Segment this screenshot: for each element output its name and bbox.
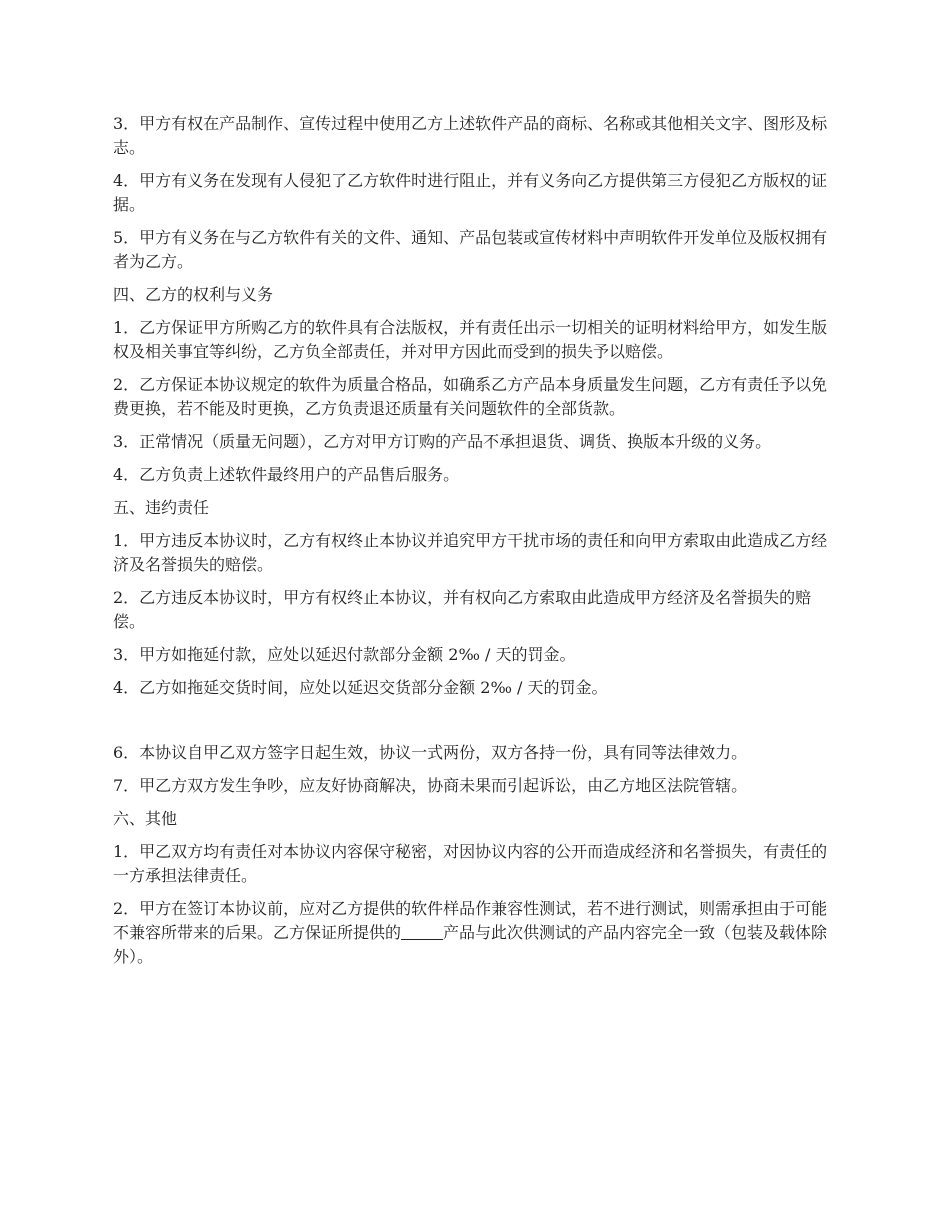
para-c3: 3．甲方如拖延付款，应处以延迟付款部分金额 2‰ / 天的罚金。 — [113, 645, 576, 664]
para-a4: 4．甲方有义务在发现有人侵犯了乙方软件时进行阻止，并有义务向乙方提供第三方侵犯乙方版权的证据。 — [113, 171, 828, 214]
para-c7: 7．甲乙方双方发生争吵，应友好协商解决，协商未果而引起诉讼，由乙方地区法院管辖。 — [113, 776, 748, 795]
section-heading-5: 五、违约责任 — [113, 498, 210, 517]
para-a3: 3．甲方有权在产品制作、宣传过程中使用乙方上述软件产品的商标、名称或其他相关文字、图形及标志。 — [113, 114, 828, 157]
blank-gap — [113, 709, 833, 741]
para-b4: 4．乙方负责上述软件最终用户的产品售后服务。 — [113, 465, 460, 484]
para-c4: 4．乙方如拖延交货时间，应处以延迟交货部分金额 2‰ / 天的罚金。 — [113, 678, 608, 697]
fill-in-blank — [401, 923, 443, 940]
para-b3: 3．正常情况（质量无问题），乙方对甲方订购的产品不承担退货、调货、换版本升级的义务。 — [113, 432, 772, 451]
para-text-after-blank: 产品与此次供测试的产品内容完全一致（包装及载体除外）。 — [113, 923, 828, 966]
para-b2: 2．乙方保证本协议规定的软件为质量合格品，如确系乙方产品本身质量发生问题，乙方有责任予以免费更换，若不能及时更换，乙方负责退还质量有关问题软件的全部货款。 — [113, 375, 828, 418]
para-d1: 1．甲乙双方均有责任对本协议内容保守秘密，对因协议内容的公开而造成经济和名誉损失，有责任的一方承担法律责任。 — [113, 842, 828, 885]
para-c1: 1．甲方违反本协议时，乙方有权终止本协议并追究甲方干扰市场的责任和向甲方索取由此造成乙方经济及名誉损失的赔偿。 — [113, 531, 828, 574]
para-c2: 2．乙方违反本协议时，甲方有权终止本协议，并有权向乙方索取由此造成甲方经济及名誉损失的赔偿。 — [113, 588, 812, 631]
section-heading-6: 六、其他 — [113, 809, 178, 828]
para-a5: 5．甲方有义务在与乙方软件有关的文件、通知、产品包装或宣传材料中声明软件开发单位及版权拥有者为乙方。 — [113, 228, 828, 271]
para-d2 — [113, 897, 833, 969]
document-page — [113, 112, 833, 978]
para-text-before-blank: 2．甲方在签订本协议前，应对乙方提供的软件样品作兼容性测试，若不进行测试，则需承担由于可能不兼容所带来的后果。乙方保证所提供的 — [113, 899, 828, 942]
para-b1: 1．乙方保证甲方所购乙方的软件具有合法版权，并有责任出示一切相关的证明材料给甲方，如发生版权及相关事宜等纠纷，乙方负全部责任，并对甲方因此而受到的损失予以赔偿。 — [113, 318, 828, 361]
section-heading-4: 四、乙方的权利与义务 — [113, 285, 274, 304]
para-c6: 6．本协议自甲乙双方签字日起生效，协议一式两份，双方各持一份，具有同等法律效力。 — [113, 743, 748, 762]
